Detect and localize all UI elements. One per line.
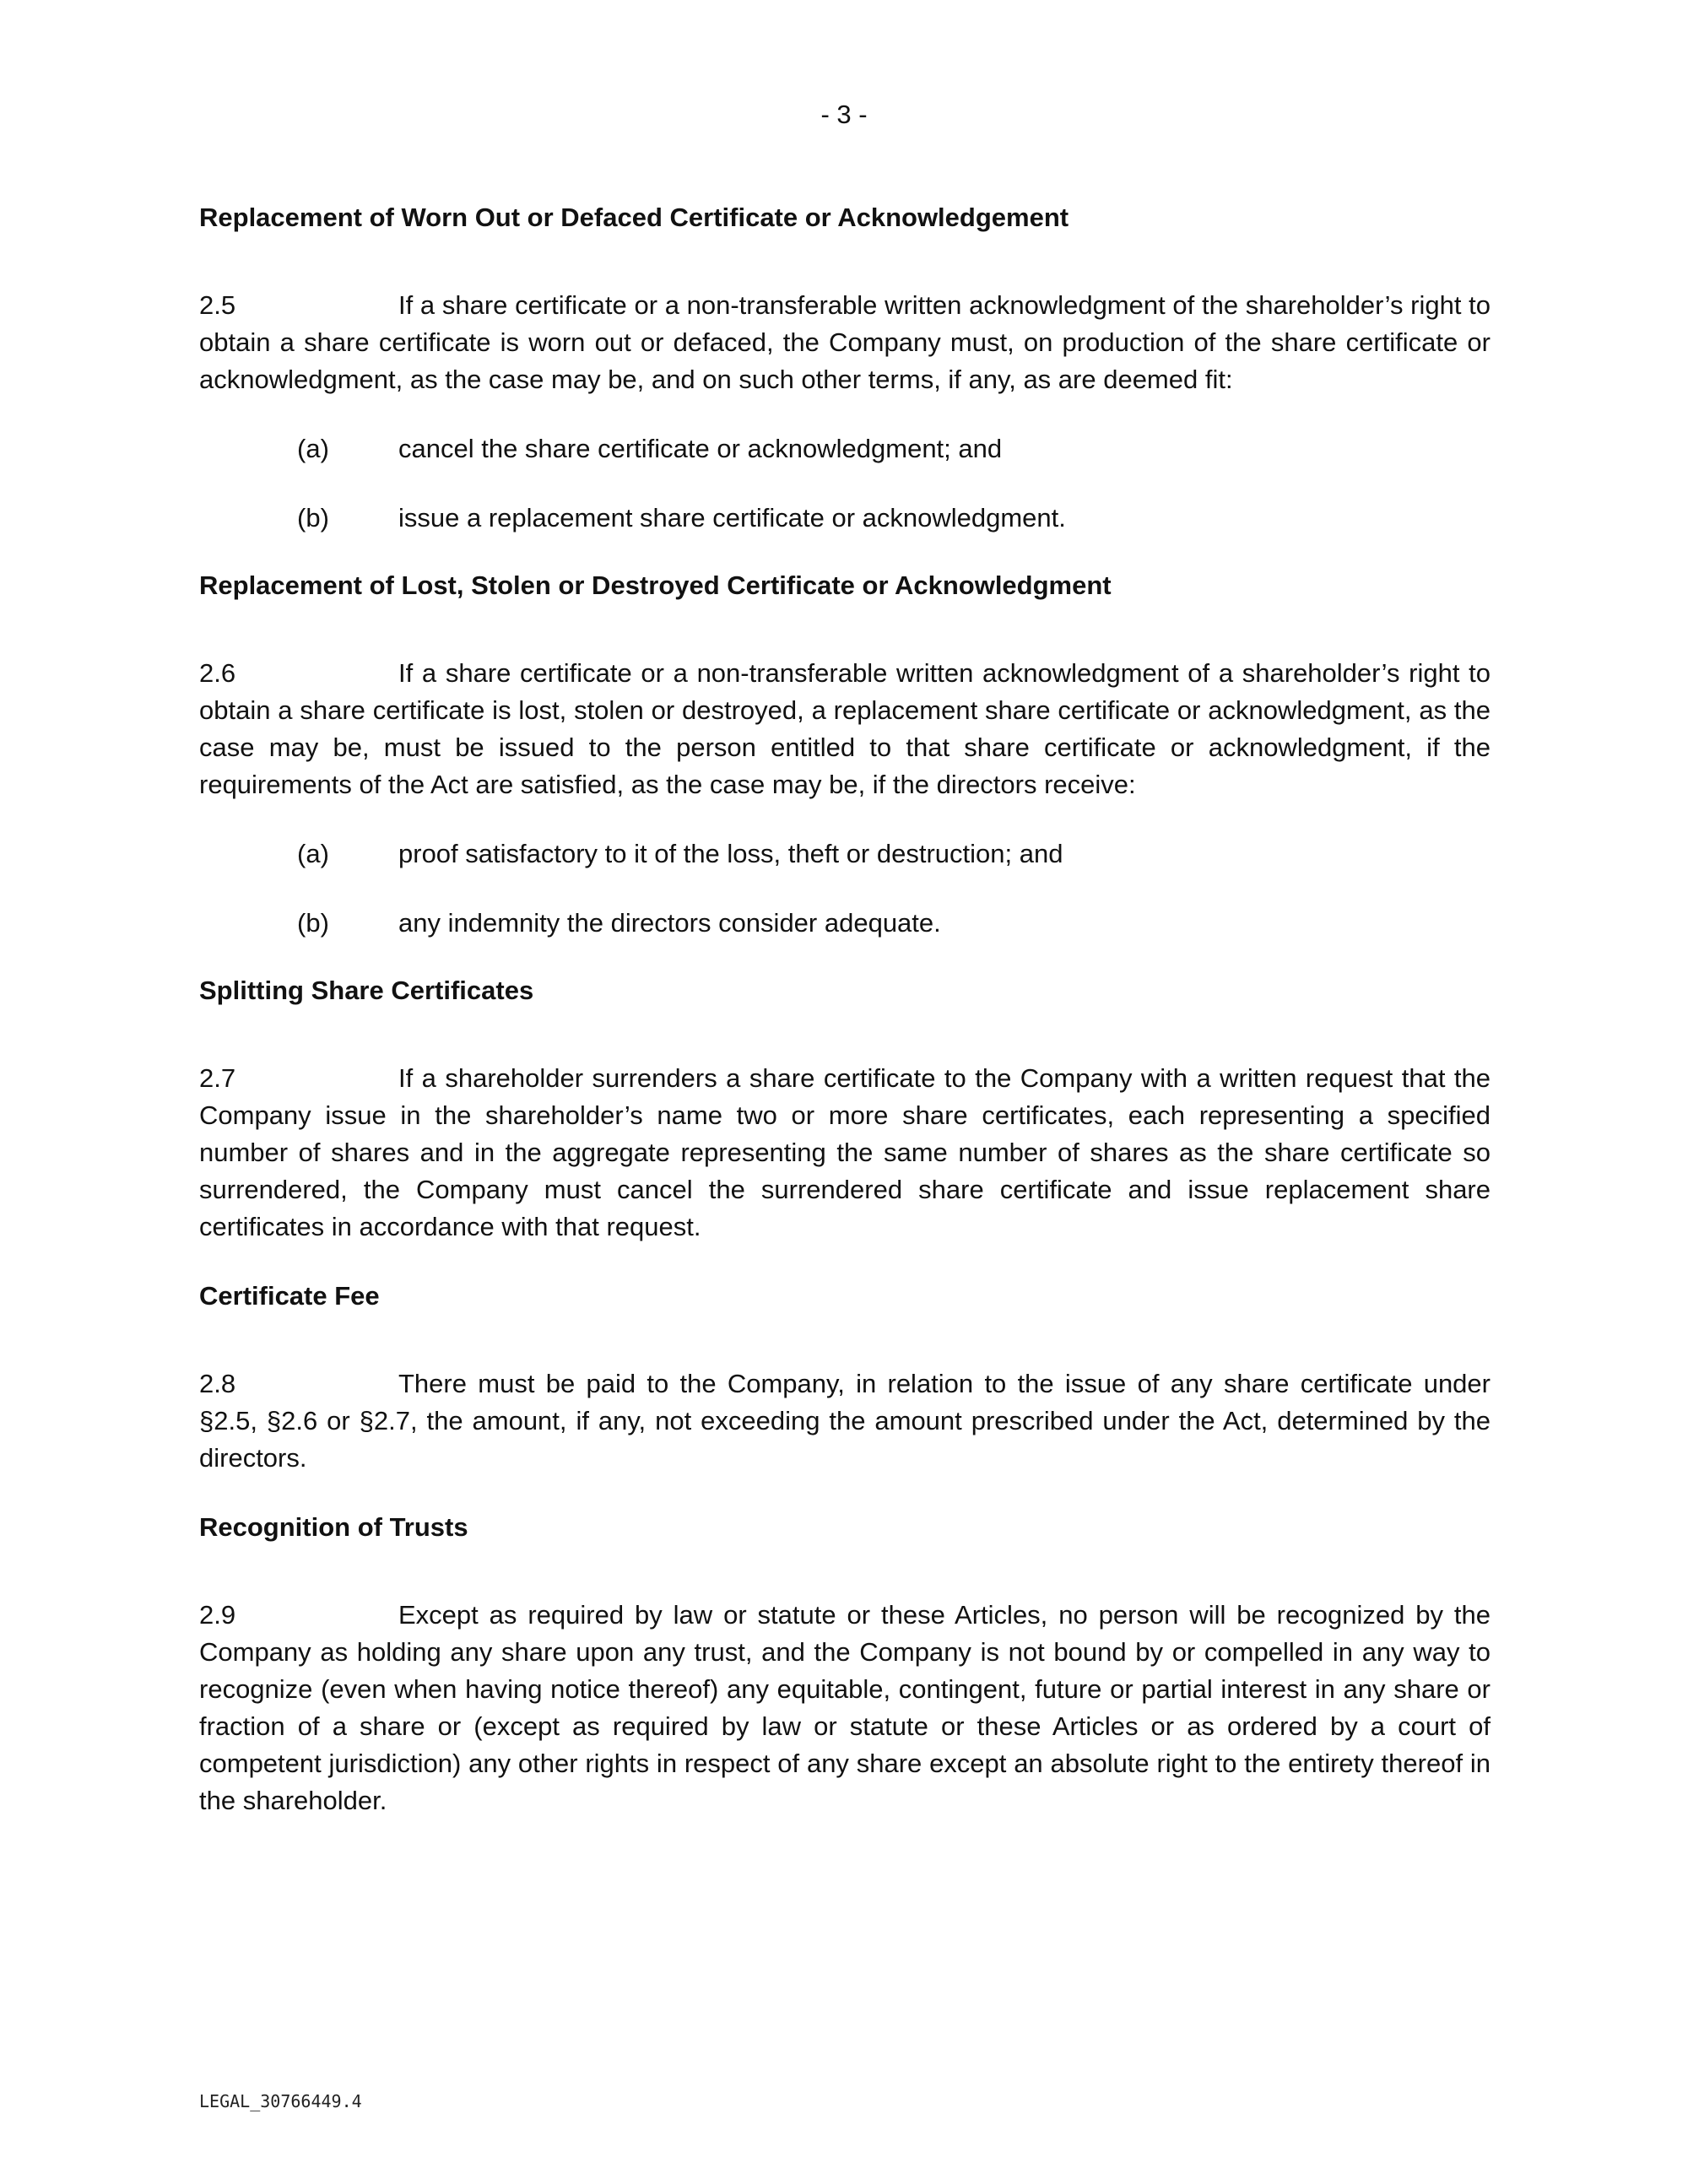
clause-2-8 — [199, 1365, 1491, 1477]
list-item — [199, 500, 1491, 537]
item-text: cancel the share certificate or acknowledgment; and — [398, 434, 1003, 463]
clause-number: 2.9 — [199, 1600, 236, 1630]
clause-text: If a shareholder surrenders a share certificate to the Company with a written request that the Company issue in the shareholder’s name two or more share certificates, each representing a specified number of shares and in the aggregate representing the same number of shares as the share certificate so surrendered, the Company must cancel the surrendered share certificate and issue replacement share certificates in accordance with that request. — [199, 1063, 1491, 1241]
clause-text: If a share certificate or a non-transferable written acknowledgment of a shareholder’s right to obtain a share certificate is lost, stolen or destroyed, a replacement share certificate or acknowledgment, as the case may be, must be issued to the person entitled to that share certificate or acknowledgment, if the requirements of the Act are satisfied, as the case may be, if the directors receive: — [199, 658, 1491, 799]
clause-number: 2.8 — [199, 1369, 236, 1398]
list-item — [199, 835, 1491, 873]
item-label: (b) — [297, 503, 329, 532]
clause-number: 2.6 — [199, 658, 236, 688]
clause-text: There must be paid to the Company, in relation to the issue of any share certificate under §2.5, §2.6 or §2.7, the amount, if any, not exceeding the amount prescribed under the Act, determined by the directors. — [199, 1369, 1491, 1473]
clause-2-9 — [199, 1597, 1491, 1819]
clause-text: Except as required by law or statute or these Articles, no person will be recognized by the Company as holding any share upon any trust, and the Company is not bound by or compelled in any way to recognize (even when having notice thereof) any equitable, contingent, future or partial interest in any share or fraction of a share or (except as required by law or statute or these Articles or as ordered by a court of competent jurisdiction) any other rights in respect of any share except an absolute right to the entirety thereof in the shareholder. — [199, 1600, 1491, 1815]
item-text: proof satisfactory to it of the loss, theft or destruction; and — [398, 839, 1063, 868]
section-heading-2-6: Replacement of Lost, Stolen or Destroyed Certificate or Acknowledgment — [199, 570, 1112, 600]
clause-text: If a share certificate or a non-transferable written acknowledgment of the shareholder’s right to obtain a share certificate is worn out or defaced, the Company must, on production of the share certificate or acknowledgment, as the case may be, and on such other terms, if any, as are deemed fit: — [199, 290, 1491, 394]
document-body — [199, 199, 1491, 1852]
section-heading-2-8: Certificate Fee — [199, 1281, 380, 1311]
page-number: - 3 - — [820, 100, 868, 129]
list-item — [199, 430, 1491, 468]
document-footer-id: LEGAL_30766449.4 — [199, 2091, 362, 2111]
clause-2-7 — [199, 1060, 1491, 1246]
item-text: issue a replacement share certificate or acknowledgment. — [398, 503, 1066, 532]
item-text: any indemnity the directors consider adequate. — [398, 908, 941, 938]
clause-number: 2.7 — [199, 1063, 236, 1093]
item-label: (a) — [297, 839, 329, 868]
list-item — [199, 905, 1491, 942]
clause-2-5 — [199, 287, 1491, 398]
item-label: (a) — [297, 434, 329, 463]
clause-2-6 — [199, 655, 1491, 803]
section-heading-2-9: Recognition of Trusts — [199, 1512, 468, 1542]
section-heading-2-7: Splitting Share Certificates — [199, 976, 534, 1005]
item-label: (b) — [297, 908, 329, 938]
clause-number: 2.5 — [199, 290, 236, 320]
section-heading-2-5: Replacement of Worn Out or Defaced Certificate or Acknowledgement — [199, 203, 1069, 232]
